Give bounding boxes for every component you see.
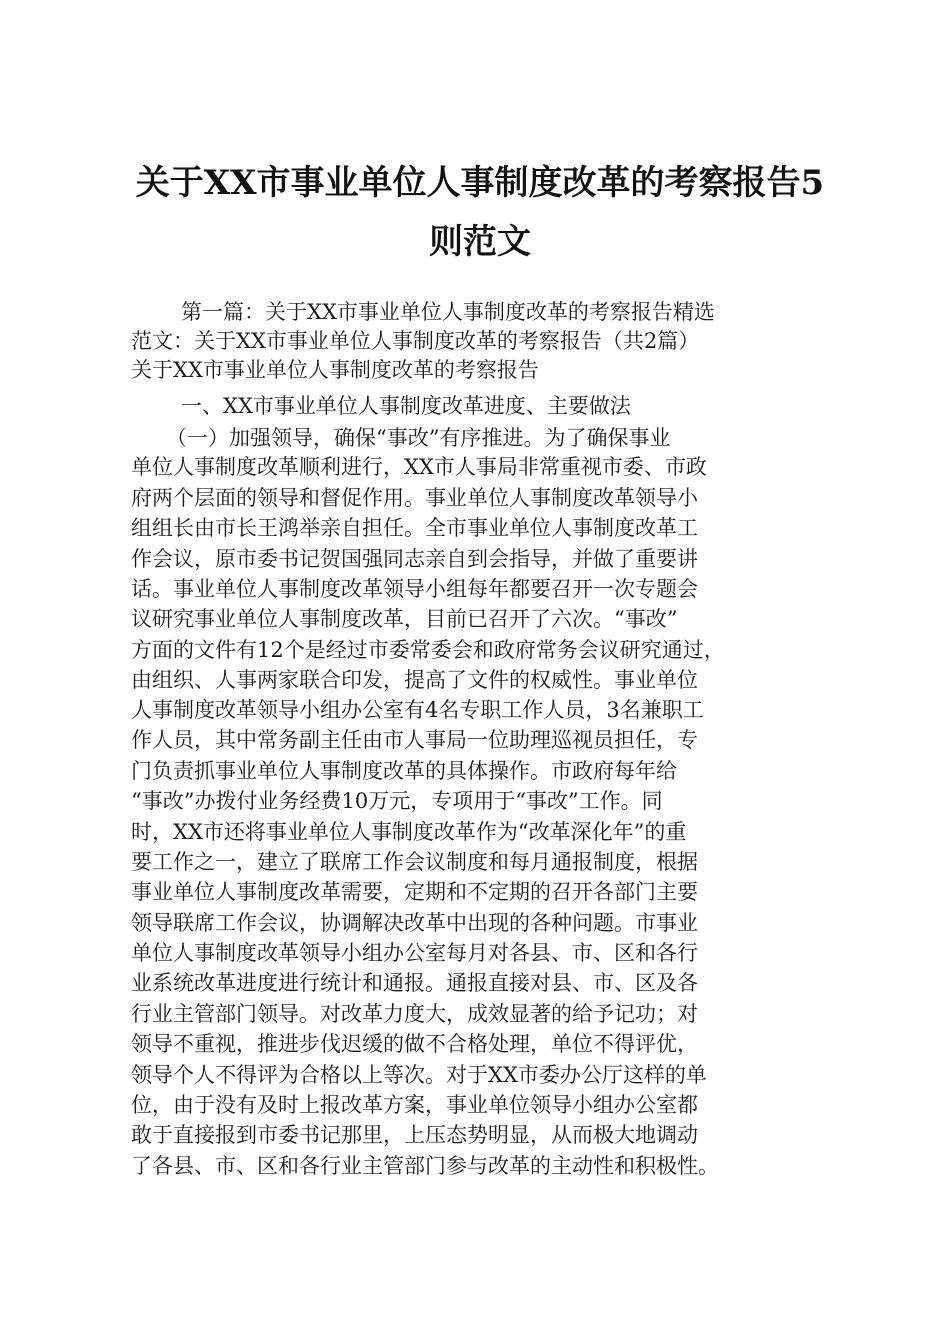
body-line: 位，由于没有及时上报改革方案，事业单位领导小组办公室都 [131, 1093, 698, 1117]
body-line: 领导不重视，推进步伐迟缓的做不合格处理，单位不得评优， [131, 1032, 698, 1056]
body-line: 行业主管部门领导。对改革力度大，成效显著的给予记功；对 [131, 1002, 698, 1026]
body-line: 领导个人不得评为合格以上等次。对于XX市委办公厅这样的单 [131, 1063, 707, 1087]
body-line: 了各县、市、区和各行业主管部门参与改革的主动性和积极性。 [131, 1154, 719, 1178]
body-line: 人事制度改革领导小组办公室有4名专职工作人员，3名兼职工 [131, 698, 704, 722]
body-line: 敢于直接报到市委书记那里，上压态势明显，从而极大地调动 [131, 1123, 698, 1147]
body-line: 组组长由市长王鸿举亲自担任。全市事业单位人事制度改革工 [131, 516, 698, 540]
body-line: 由组织、人事两家联合印发，提高了文件的权威性。事业单位 [131, 668, 698, 692]
body-line: 时，XX市还将事业单位人事制度改革作为“改革深化年”的重 [131, 820, 687, 844]
body-line: 门负责抓事业单位人事制度改革的具体操作。市政府每年给 [131, 759, 677, 783]
body-line: 业系统改革进度进行统计和通报。通报直接对县、市、区及各 [131, 971, 698, 995]
body-line: 范文：关于XX市事业单位人事制度改革的考察报告（共2篇） [131, 329, 700, 353]
body-line: 要工作之一，建立了联席工作会议制度和每月通报制度，根据 [131, 850, 698, 874]
body-line: 一、XX市事业单位人事制度改革进度、主要做法 [181, 394, 631, 418]
body-line: 话。事业单位人事制度改革领导小组每年都要召开一次专题会 [131, 577, 698, 601]
body-line: （一）加强领导，确保“事改”有序推进。为了确保事业 [166, 426, 671, 450]
body-line: 方面的文件有12个是经过市委常委会和政府常务会议研究通过， [131, 638, 725, 662]
body-line: 关于XX市事业单位人事制度改革的考察报告 [131, 358, 539, 382]
body-line: 事业单位人事制度改革需要，定期和不定期的召开各部门主要 [131, 880, 698, 904]
body-line: 单位人事制度改革顺利进行，XX市人事局非常重视市委、市政 [131, 455, 707, 479]
body-line: 作会议，原市委书记贺国强同志亲自到会指导，并做了重要讲 [131, 547, 698, 571]
body-line: 领导联席工作会议，协调解决改革中出现的各种问题。市事业 [131, 911, 698, 935]
document-title-line-2: 则范文 [429, 222, 531, 262]
body-line: 府两个层面的领导和督促作用。事业单位人事制度改革领导小 [131, 486, 698, 510]
body-line: 议研究事业单位人事制度改革，目前已召开了六次。“事改” [131, 607, 678, 631]
body-line: “事改”办拨付业务经费10万元，专项用于“事改”工作。同 [131, 789, 663, 813]
body-line: 第一篇：关于XX市事业单位人事制度改革的考察报告精选 [181, 300, 715, 324]
document-title-line-1: 关于XX市事业单位人事制度改革的考察报告5 [135, 163, 825, 203]
body-line: 作人员，其中常务副主任由市人事局一位助理巡视员担任，专 [131, 728, 698, 752]
body-line: 单位人事制度改革领导小组办公室每月对各县、市、区和各行 [131, 941, 698, 965]
